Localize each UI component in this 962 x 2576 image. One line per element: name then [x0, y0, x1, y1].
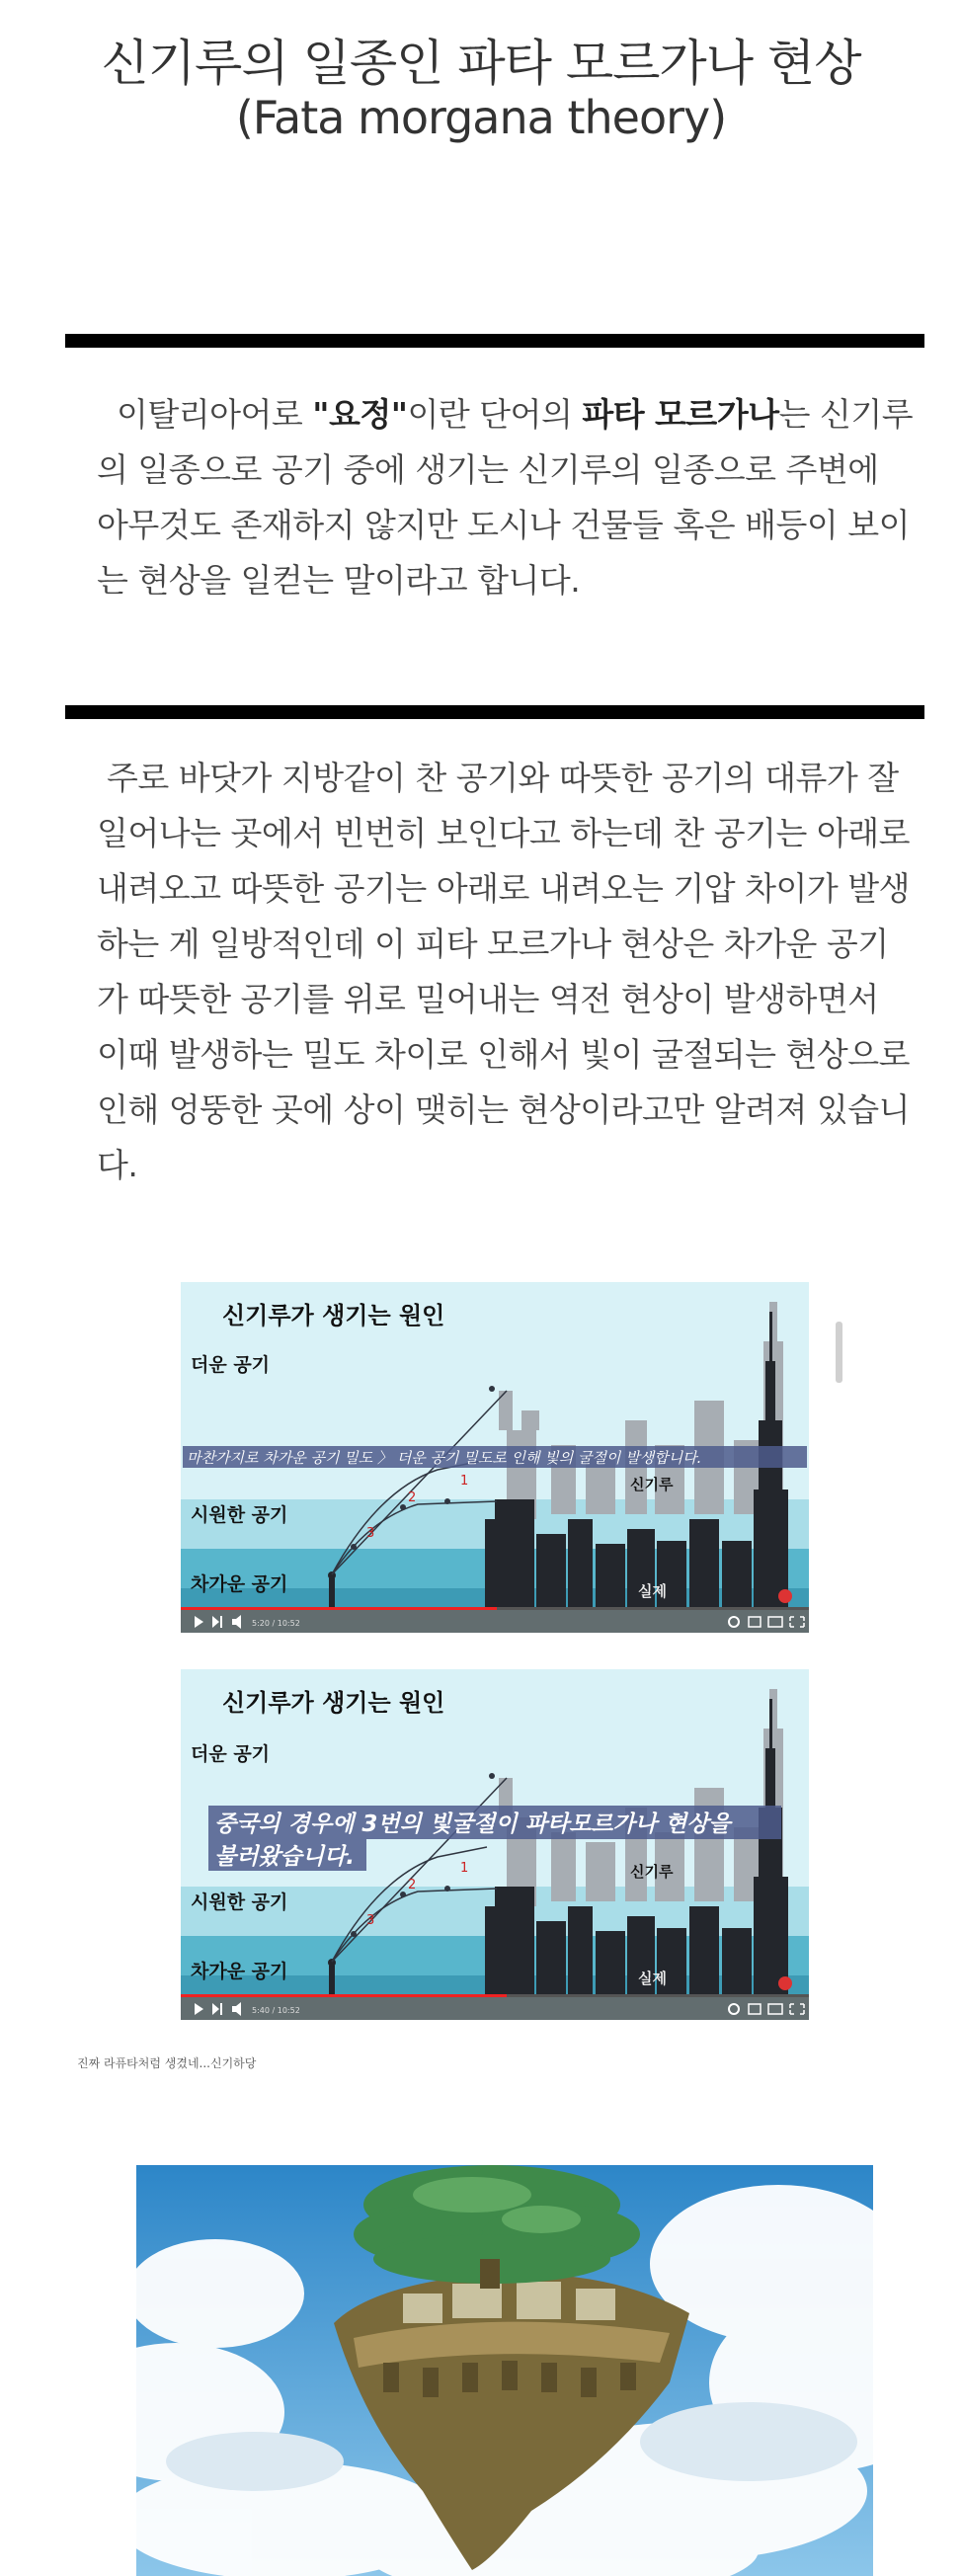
ray-label-1: 1 — [460, 1861, 469, 1876]
intro-text-2: 이란 단어의 — [407, 395, 583, 434]
label-cool-air: 시원한 공기 — [191, 1892, 288, 1913]
video-time: 5:40 / 10:52 — [252, 2006, 300, 2015]
mirage-diagram-1 — [181, 1282, 809, 1633]
intro-text-1: 이탈리아어로 — [117, 395, 313, 434]
intro-paragraph — [97, 387, 917, 608]
video-subtitle-line-1: 중국의 경우에 3번의 빛굴절이 파타모르가나 현상을 — [214, 1811, 731, 1837]
intro-bold-2: 파타 모르가나 — [582, 395, 779, 434]
label-mirage: 신기루 — [630, 1476, 674, 1493]
video-time: 5:20 / 10:52 — [252, 1619, 300, 1628]
divider-middle — [65, 705, 924, 719]
image-caption: 진짜 라퓨타처럼 생겼네...신기하당 — [77, 2056, 257, 2070]
scrollbar[interactable] — [836, 1322, 842, 1383]
label-warm-air: 더운 공기 — [191, 1354, 271, 1376]
label-real: 실제 — [638, 1970, 667, 1987]
mirage-diagram-2 — [181, 1669, 809, 2020]
label-warm-air: 더운 공기 — [191, 1743, 271, 1765]
page-title: 신기루의 일종인 파타 모르가나 현상 — [101, 35, 861, 92]
ray-label-1: 1 — [460, 1474, 469, 1489]
intro-quote-open: " — [312, 395, 329, 434]
diagram-heading: 신기루가 생기는 원인 — [222, 1689, 445, 1717]
video-subtitle-line-2: 불러왔습니다. — [214, 1844, 356, 1870]
laputa-illustration — [136, 2165, 873, 2576]
video-player-1[interactable] — [181, 1282, 809, 1633]
label-cold-air: 차가운 공기 — [191, 1961, 288, 1982]
label-cold-air: 차가운 공기 — [191, 1573, 288, 1595]
ray-label-3: 3 — [366, 1913, 375, 1928]
intro-bold-1: 요정 — [328, 395, 391, 434]
ray-label-3: 3 — [366, 1526, 375, 1541]
ray-label-2: 2 — [408, 1878, 417, 1892]
ray-label-2: 2 — [408, 1490, 417, 1505]
intro-text-3: 는 신기루의 일종으로 공기 중에 생기는 신기루의 일종으로 주변에 아무것도 존재하지 않지만 도시나 건물들 혹은 배등이 보이는 현상을 일컫는 말이라고 합니다. — [97, 395, 914, 600]
body-paragraph: 주로 바닷가 지방같이 찬 공기와 따뜻한 공기의 대류가 잘 일어나는 곳에서 빈번히 보인다고 하는데 찬 공기는 아래로 내려오고 따뜻한 공기는 아래로 내려오는 기압 차이가 발생하는 게 일방적인데 이 피타 모르가나 현상은 차가운 공기가 따뜻한 공기를 위로 밀어내는 역전 현상이 발생하면서 이때 발생하는 밀도 차이로 인해서 빛이 굴절되는 현상으로 인해 엉뚱한 곳에 상이 맺히는 현상이라고만 알려져 있습니다. — [97, 759, 910, 1184]
video-player-2[interactable] — [181, 1669, 809, 2020]
label-mirage: 신기루 — [630, 1863, 674, 1881]
label-real: 실제 — [638, 1582, 667, 1600]
video-subtitle: 마찬가지로 차가운 공기 밀도 〉 더운 공기 밀도로 인해 빛의 굴절이 발생합니다. — [187, 1449, 702, 1467]
page-subtitle: (Fata morgana theory) — [235, 91, 727, 144]
label-cool-air: 시원한 공기 — [191, 1504, 288, 1526]
diagram-heading: 신기루가 생기는 원인 — [222, 1302, 445, 1329]
intro-quote-close: " — [390, 395, 408, 434]
divider-top — [65, 334, 924, 348]
